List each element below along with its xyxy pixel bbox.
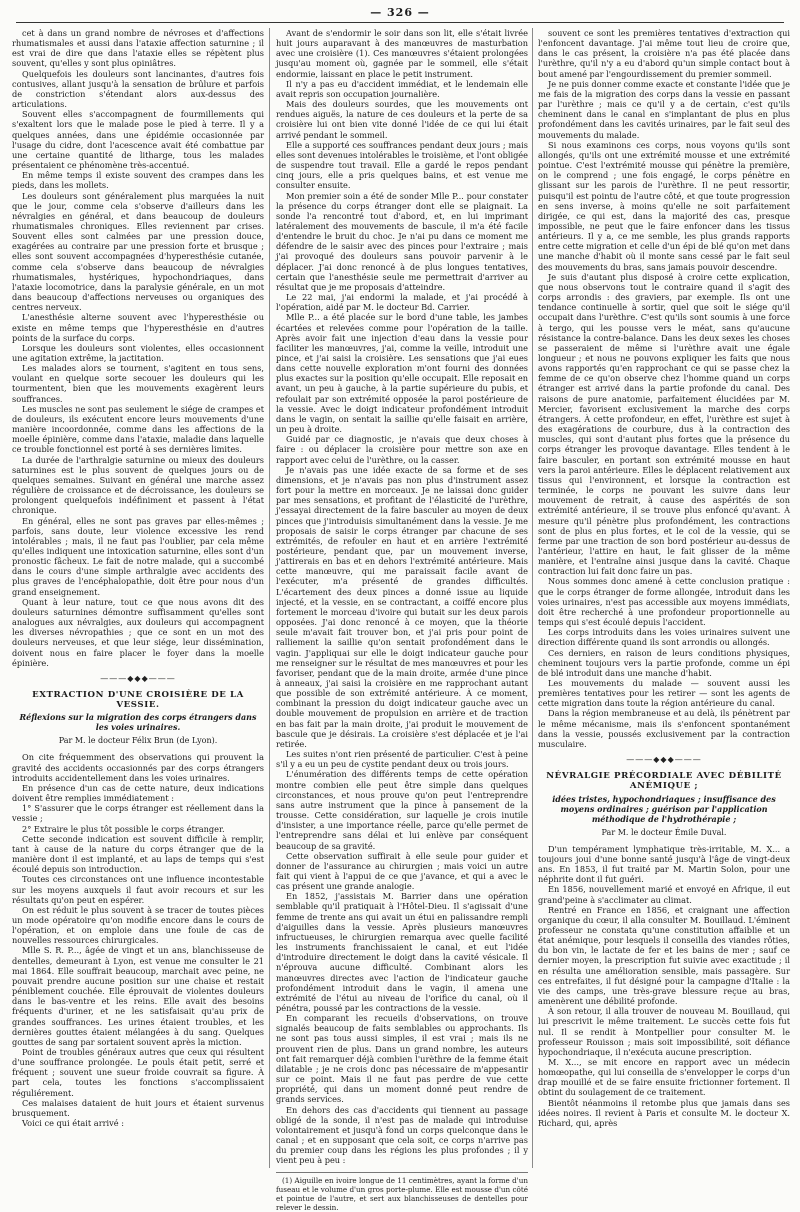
- article-title-2: NÉVRALGIE PRÉCORDIALE AVEC DÉBILITÉ ANÉMIQUE ;: [546, 771, 782, 792]
- article-subtitle-2: idées tristes, hypochondriaques ; insuffisance des moyens ordinaires ; guérison par l'application méthodique de l'hydrothérapie ;: [552, 793, 776, 824]
- paragraph: On est réduit le plus souvent à se tracer de toutes pièces un mode opératoire qu'on modifie encore dans le cours de l'opération, et on emploie dans une foule de cas de nouvelles ressources chirurgicales.: [12, 904, 264, 946]
- paragraph: En 1852, j'assistais M. Barrier dans une opération semblable qu'il pratiquait à l'Hôtel-Dieu. Il s'agissait d'une femme de trente ans qui avait un étui en palissandre rempli d'aiguilles dans la vessie. Après plusieurs manœuvres infructueuses, le chirurgien remarqua avec quelle facilité les instruments franchissaient le canal, et eut l'idée d'introduire directement le doigt dans la cavité vésicale. Il n'éprouva aucune difficulté. Combinant alors les manœuvres directes avec l'action de l'indicateur gauche profondément introduit dans le vagin, il amena une extrémité de l'étui au niveau de l'orifice du canal, où il pénétra, poussé par les contractions de la vessie.: [276, 891, 528, 1013]
- footnote: [276, 1172, 528, 1212]
- paragraph: Quelquefois les douleurs sont lancinantes, d'autres fois contusives, allant jusqu'à la sensation de brûlure et parfois de constriction s'étendant alors aux-dessus des articulations.: [12, 68, 264, 110]
- section-ornament: ———◆◆◆———: [100, 673, 176, 683]
- paragraph: D'un tempérament lymphatique très-irritable, M. X... a toujours joui d'une bonne santé jusqu'à l'âge de vingt-deux ans. En 1853, il fut traité par M. Martin Solon, pour une néphrite dont il fut guéri.: [538, 843, 790, 885]
- paragraph: Point de troubles généraux autres que ceux qui résultent d'une souffrance prolongée. Le pouls était petit, serré et fréquent ; souvent une sueur froide couvrait sa figure. À part cela, toutes les fonctions s'accomplissaient réguliérement.: [12, 1047, 264, 1098]
- paragraph: Rentré en France en 1856, et craignant une affection organique du cœur, il alla consulter M. Bouillaud. L'éminent professeur ne constata qu'une constitution affaiblie et un état anémique, pour lesquels il conseilla des viandes rôties, du bon vin, le lactate de fer et les bains de mer ; sauf ce dernier moyen, la prescription fut suivie avec exactitude ; il en résulta une amélioration sensible, mais passagère. Sur ces entrefaites, il fut désigné pour la campagne d'Italie : la vie des camps, une très-grave blessure reçue au bras, amenèrent une débilité profonde.: [538, 904, 790, 1007]
- paragraph: Cette observation suffirait à elle seule pour guider et donner de l'assurance au chirurgien ; mais voici un autre fait qui vient à l'appui de ce que j'avance, et qui a avec le cas présent une grande analogie.: [276, 850, 528, 892]
- paragraph: Les mouvements du malade — souvent aussi les premières tentatives pour les retirer — sont les agents de cette migration dans toute la région antérieure du canal.: [538, 678, 790, 709]
- paragraph: En même temps il existe souvent des crampes dans les pieds, dans les mollets.: [12, 170, 264, 191]
- column-left: [12, 28, 264, 1170]
- article-author: Par M. le docteur Félix Brun (de Lyon).: [58, 736, 218, 746]
- paragraph: Ces malaises dataient de huit jours et étaient survenus brusquement.: [12, 1097, 264, 1118]
- article-title: EXTRACTION D'UNE CROISIÈRE DE LA VESSIE.: [32, 690, 244, 711]
- paragraph: Toutes ces circonstances ont une influence incontestable sur les moyens auxquels il faut avoir recours et sur les résultats qu'on peut en espérer.: [12, 874, 264, 905]
- paragraph: L'anesthésie alterne souvent avec l'hyperesthésie ou existe en même temps que l'hyperesthésie en d'autres points de la surface du corps.: [12, 312, 264, 343]
- paragraph: Dans la région membraneuse et au delà, ils pénètrent par le même mécanisme, mais ils s'enfoncent spontanément dans la vessie, poussés exclusivement par la contraction musculaire.: [538, 708, 790, 749]
- article-subtitle: Réflexions sur la migration des corps étrangers dans les voies urinaires.: [19, 712, 257, 733]
- article-body-continued: [276, 28, 528, 1166]
- paragraph: Ces derniers, en raison de leurs conditions physiques, cheminent toujours vers la partie profonde, comme un épi de blé introduit dans une manche d'habit.: [538, 647, 790, 678]
- paragraph: cet à dans un grand nombre de névroses et d'affections rhumatismales et aussi dans l'ataxie affection saturnine ; il est vrai de dire que dans l'ataxie elles se répètent plus souvent, qu'elles y sont plus opiniâtres.: [12, 28, 264, 69]
- paragraph: Mon premier soin a été de sonder Mlle P... pour constater la présence du corps étranger dont elle se plaignait. La sonde l'a rencontré tout d'abord, et, en lui imprimant latéralement des mouvements de bascule, il m'a été facile d'entendre le bruit du choc. Je n'ai pu dans ce moment me défendre de le saisir avec des pinces pour l'extraire ; mais j'ai provoqué des douleurs sans pouvoir parvenir à le déplacer. J'ai donc renoncé à de plus longues tentatives, certain que l'anesthésie seule me permettrait d'arriver au résultat que je me proposais d'atteindre.: [276, 190, 528, 292]
- paragraph: Les malades alors se tournent, s'agitent en tous sens, voulant en quelque sorte secouer les douleurs qui les tourmentent, bien que les mouvements exagèrent leurs souffrances.: [12, 363, 264, 404]
- paragraph: Les corps introduits dans les voies urinaires suivent une direction différente quand ils sont arrondis ou allongés.: [538, 627, 790, 648]
- paragraph: 2° Extraire le plus tôt possible le corps étranger.: [22, 823, 225, 834]
- paragraph: Voici ce qui était arrivé :: [22, 1118, 124, 1129]
- column-middle: [276, 28, 529, 1212]
- paragraph: Guidé par ce diagnostic, je n'avais que deux choses à faire : ou déplacer la croisière pour mettre son axe en rapport avec celui de l'urèthre, ou la casser.: [276, 434, 528, 465]
- paragraph: En dehors des cas d'accidents qui tiennent au passage obligé de la sonde, il n'est pas de malade qui introduise volontairement et jusqu'à fond un corps quelconque dans le canal ; et en supposant que cela soit, ce corps n'arrive pas du premier coup dans les régions les plus profondes ; il y vient peu à peu :: [276, 1104, 528, 1166]
- paragraph: Cette seconde indication est souvent difficile à remplir, tant à cause de la nature du corps étranger que de la manière dont il est implanté, et au laps de temps qui s'est écoulé depuis son introduction.: [12, 833, 264, 875]
- column-divider: [532, 28, 533, 1168]
- article-author-2: Par M. le docteur Émile Duval.: [601, 827, 727, 837]
- arthralgie-text: [12, 28, 264, 668]
- article-conclusion: [538, 28, 790, 749]
- section-ornament: ———◆◆◆———: [626, 755, 702, 765]
- paragraph: Souvent elles s'accompagnent de fourmillements qui s'exaltent lors que le malade pose le pied à terre. Il y a quelques années, dans une épidémie occasionnée par l'usage du cidre, dont l'acescence avait été combattue par une certaine quantité de litharge, tous les malades présentaient ce phénomène très-accentué.: [12, 109, 264, 171]
- paragraph: Je ne puis donner comme exacte et constante l'idée que je me fais de la migration des corps dans la vessie en passant par l'urèthre ; mais ce qu'il y a de certain, c'est qu'ils cheminent dans le canal en s'implantant de plus en plus profondément dans les cavités urinaires, par le fait seul des mouvements du malade.: [538, 78, 790, 140]
- paragraph: M. X..., se mit encore en rapport avec un médecin homœopathe, qui lui conseilla de s'envelopper le corps d'un drap mouillé et de se faire ensuite frictionner fortement. Il obtint du soulagement de ce traitement.: [538, 1057, 790, 1098]
- paragraph: Elle a supporté ces souffrances pendant deux jours ; mais elles sont devenues intolérables le troisième, et l'ont obligée de suspendre tout travail. Elle a gardé le repos pendant cinq jours, elle a pris quelques bains, et est venue me consulter ensuite.: [276, 139, 529, 191]
- paragraph: 1° S'assurer que le corps étranger est réellement dans la vessie ;: [12, 803, 264, 824]
- paragraph: Bientôt néanmoins il retombe plus que jamais dans ses idées noires. Il revient à Paris et consulte M. le docteur X. Richard, qui, après: [538, 1097, 790, 1128]
- paragraph: À son retour, il alla trouver de nouveau M. Bouillaud, qui lui prescrivit le même traitement. Le succès cette fois fut nul. Il se rendit à Montpellier pour consulter M. le professeur Rouisson ; mais soit impossibilité, soit défiance hypochondriaque, il n'exécuta aucune prescription.: [538, 1006, 790, 1057]
- paragraph: Les suites n'ont rien présenté de particulier. C'est à peine s'il y a eu un peu de cystite pendant deux ou trois jours.: [276, 749, 528, 770]
- paragraph: En 1856, nouvellement marié et envoyé en Afrique, il eut grand'peine à s'acclimater au climat.: [538, 884, 790, 905]
- paragraph: Il n'y a pas eu d'accident immédiat, et le lendemain elle avait repris son occupation journalière.: [276, 78, 528, 99]
- paragraph: Quant à leur nature, tout ce que nous avons dit des douleurs saturnines démontre suffisamment qu'elles sont analogues aux névralgies, aux douleurs qui accompagnent les diverses névropathies ; que ce sont en un mot des douleurs nerveuses, et que leur siége, leur dissémination, doivent nous en faire placer le foyer dans la moelle épinière.: [12, 596, 264, 668]
- paragraph: Le 22 mai, j'ai endormi la malade, et j'ai procédé à l'opération, aidé par M. le docteur Bd. Carrier.: [276, 292, 528, 313]
- top-rule: [16, 22, 784, 23]
- article-body: [12, 752, 264, 1128]
- paragraph: La durée de l'arthralgie saturnine ou mieux des douleurs saturnines est le plus souvent de quelques jours ou de quelques semaines. Suivant en général une marche assez régulière de croissance et de décroissance, les douleurs se prolongent quelquefois indéfiniment et passent à l'état chronique.: [12, 454, 264, 516]
- column-right: [538, 28, 790, 1170]
- footnote-text: (1) Aiguille en ivoire longue de 11 centimètres, ayant la forme d'un fuseau et le volume d'un gros porte-plume. Elle est mousse d'un côté et pointue de l'autre, et sert aux blanchisseuses de dentelles pour relever le dessin.: [276, 1175, 528, 1212]
- paragraph: Nous sommes donc amené à cette conclusion pratique : que le corps étranger de forme allongée, introduit dans les voies urinaires, n'est pas accessible aux moyens immédiats, doit être recherché à une profondeur proportionnelle au temps qui s'est écoulé depuis l'accident.: [538, 576, 790, 628]
- paragraph: En comparant les recueils d'observations, on trouve signalés beaucoup de faits semblables ou approchants. Ils ne sont pas tous aussi simples, il est vrai ; mais ils ne prouvent rien de plus. Dans un grand nombre, les auteurs ont fait remarquer déjà combien l'urèthre de la femme était dilatable ; je ne crois donc pas nécessaire de m'appesantir sur ce point. Mais il ne faut pas perdre de vue cette propriété, qui dans un moment donné peut rendre de grands services.: [276, 1013, 528, 1105]
- paragraph: Mlle S. R. P..., âgée de vingt et un ans, blanchisseuse de dentelles, demeurant à Lyon, est venue me consulter le 21 mai 1864. Elle souffrait beaucoup, marchait avec peine, ne pouvait prendre aucune position sur une chaise et restait péniblement couchée. Elle éprouvait de violentes douleurs dans le bas-ventre et les reins. Elle avait des besoins fréquents d'uriner, et ne les satisfaisait qu'au prix de grandes souffrances. Les urines étaient troubles, et les dernières gouttes étaient mélangées à du sang. Quelques gouttes de sang par sortaient souvent après la miction.: [12, 945, 264, 1047]
- paragraph: On cite fréquemment des observations qui prouvent la gravité des accidents occasionnés par des corps étrangers introduits accidentellement dans les voies urinaires.: [12, 752, 264, 783]
- article-body-2: [538, 844, 790, 1128]
- paragraph: Mais des douleurs sourdes, que les mouvements ont rendues aiguës, la nature de ces douleurs et la perte de sa croisière lui ont bien vite donné l'idée de ce qui lui était arrivé pendant le sommeil.: [276, 99, 528, 140]
- paragraph: Mlle P... a été placée sur le bord d'une table, les jambes écartées et relevées comme pour l'opération de la taille. Après avoir fait une injection d'eau dans la vessie pour faciliter les manœuvres, j'ai, comme la veille, introduit une pince, et j'ai saisi la croisière. Les sensations que j'ai eues dans cette nouvelle exploration m'ont fourni des données plus exactes sur la position qu'elle occupait. Elle reposait en avant, un peu à gauche, à la partie supérieure du pubis, et refoulait par son extrémité opposée la paroi postérieure de la vessie. Avec le doigt indicateur profondément introduit dans le vagin, on sentait la saillie qu'elle faisait en arrière, un peu à droite.: [276, 312, 528, 435]
- paragraph: L'énumération des différents temps de cette opération montre combien elle peut être simple dans quelques circonstances, et nous prouve qu'on peut l'entreprendre sans autre instrument que la pince à pansement de la trousse. Cette considération, sur laquelle je crois inutile d'insister, a une importance réelle, parce qu'elle permet de l'entreprendre sans délai et lui enlève par conséquent beaucoup de sa gravité.: [276, 769, 528, 851]
- paragraph: Les douleurs sont généralement plus marquées la nuit que le jour, comme cela s'observe d'ailleurs dans les névralgies en général, et dans beaucoup de douleurs rhumatismales chroniques. Elles reviennent par crises. Souvent elles sont calmées par une pression douce, exagérées au contraire par une pression forte et brusque ; elles sont souvent accompagnées d'hyperesthésie cutanée, comme cela s'observe dans beaucoup de névralgies rhumatismales, hystériques, hypochondriaques, dans l'ataxie locomotrice, dans la paralysie générale, en un mot dans beaucoup d'affections nerveuses ou organiques des centres nerveux.: [12, 190, 264, 313]
- paragraph: Je suis d'autant plus disposé à croire cette explication, que nous observons tout le contraire quand il s'agit des corps arrondis : des graviers, par exemple. Ils ont une tendance continuelle à sortir, quel que soit le siége qu'il occupait dans l'urèthre. C'est qu'ils sont soumis à une force à tergo, qui les pousse vers le méat, sans qu'aucune résistance la contre-balance. Dans les deux sexes les choses se passeraient de même si l'urèthre avait une égale longueur ; et nous ne pouvons expliquer les faits que nous avons rapportés qu'en rapprochant ce qui se passe chez la femme de ce qu'on observe chez l'homme quand un corps étranger est arrivé dans la partie profonde du canal. Des raisons de pure anatomie, parfaitement élucidées par M. Mercier, favorisent exclusivement la marche des corps étrangers. À cette profondeur, en effet, l'urèthre est sujet à des exagérations de courbure, dus à la contraction des muscles, qui sont d'autant plus fortes que la présence du corps étranger les provoque davantage. Elles tendent à le faire basculer, en portant son extrémité mousse en haut vers la paroi antérieure. Elles le déplacent relativement aux tissus qui l'environnent, et lorsque la contraction est terminée, le corps ne pouvant les suivre dans leur mouvement de retrait, à cause des aspérités de son extrémité antérieure, il se trouve plus enfoncé qu'avant. À mesure qu'il pénètre plus profondément, les contractions sont de plus en plus fortes, et le col de la vessie, qui se ferme par une traction de son bord postérieur au-dessus de l'antérieur, l'attire en haut, le fait glisser de la même manière, et l'entraîne ainsi jusque dans la cavité. Chaque contraction lui fait donc faire un pas.: [538, 271, 790, 577]
- paragraph: Je n'avais pas une idée exacte de sa forme et de ses dimensions, et je n'avais pas non plus d'instrument assez fort pour la mettre en morceaux. Je ne laissai donc guider par mes sensations, et profitant de l'élasticité de l'urèthre, j'essayai directement de la faire basculer au moyen de deux pinces que j'introduisis simultanément dans la vessie. Je me proposais de saisir le corps étranger par chacune de ses extrémités, de refouler en haut et en arrière l'extrémité postérieure, pendant que, par un mouvement inverse, j'attirerais en bas et en dehors l'extrémité antérieure. Mais cette manœuvre, qui me paraissait facile avant de l'exécuter, m'a présenté de grandes difficultés. L'écartement des deux pinces a donné issue au liquide injecté, et la vessie, en se contractant, a coiffé encore plus fortement le morceau d'ivoire qui butait sur les deux parois opposées. J'ai donc renoncé à ce moyen, que la théorie seule m'avait fait trouver bon, et j'ai pris pour point de ralliement la saillie qu'on sentait profondément dans le vagin. J'appliquai sur elle le doigt indicateur gauche pour me renseigner sur le résultat de mes manœuvres et pour les favoriser, pendant que de la main droite, armée d'une pince à anneaux, j'ai saisi la croisière en me rapprochant autant que possible de son extrémité antérieure. À ce moment, combinant la pression du doigt indicateur gauche avec un double mouvement de propulsion en arrière et de traction en bas fait par la main droite, j'ai produit le mouvement de bascule que je désirais. La croisière s'est déplacée et je l'ai retirée.: [276, 464, 528, 749]
- column-divider: [269, 28, 270, 1168]
- page-number: — 326 —: [370, 6, 430, 19]
- paragraph: Avant de s'endormir le soir dans son lit, elle s'était livrée huit jours auparavant à des manœuvres de masturbation avec une croisière (1). Ces manœuvres s'étaient prolongées jusqu'au moment où, gagnée par le sommeil, elle s'était endormie, laissant en place le petit instrument.: [276, 28, 528, 79]
- paragraph: Si nous examinons ces corps, nous voyons qu'ils sont allongés, qu'ils ont une extrémité mousse et une extrémité pointue. C'est l'extrémité mousse qui pénètre la première, on le comprend ; une fois engagé, le corps pénètre en glissant sur les parois de l'urèthre. Il ne peut ressortir, puisqu'il est pointu de l'autre côté, et que toute progression en sens inverse, à moins qu'elle ne soit parfaitement dirigée, ce qui est, dans la majorité des cas, presque impossible, ne peut que le faire enfoncer dans les tissus antérieurs. Il y a, ce me semble, les plus grands rapports entre cette migration et celle d'un épi de blé qu'on met dans une manche d'habit où il monte sans cessé par le fait seul des mouvements du bras, sans jamais pouvoir descendre.: [538, 139, 790, 272]
- paragraph: En présence d'un cas de cette nature, deux indications doivent être remplies immédiatement :: [12, 782, 264, 804]
- paragraph: Lorsque les douleurs sont violentes, elles occasionnent une agitation extrême, la jactitation.: [12, 342, 264, 363]
- paragraph: Les muscles ne sont pas seulement le siége de crampes et de douleurs, ils exécutent encore leurs mouvements d'une manière incoordonnée, comme dans les affections de la moelle épinière, comme dans l'ataxie, maladie dans laquelle ce trouble fonctionnel est porté à ses dernières limites.: [12, 403, 264, 455]
- paragraph: souvent ce sont les premières tentatives d'extraction qui l'enfoncent davantage. J'ai même tout lieu de croire que, dans le cas présent, la croisière n'a pas été placée dans l'urèthre, qu'il n'y a eu d'abord qu'un simple contact bout à bout amené par l'engourdissement du premier sommeil.: [538, 28, 790, 79]
- paragraph: En général, elles ne sont pas graves par elles-mêmes ; parfois, sans doute, leur violence excessive les rend intolérables ; mais, il ne faut pas l'oublier, par cela même qu'elles indiquent une intoxication saturnine, elles sont d'un pronostic fâcheux. Le fait de notre malade, qui a succombé dans le cours d'une simple arthralgie avec accidents des plus graves de l'encéphalopathie, doit être pour nous d'un grand enseignement.: [12, 515, 264, 597]
